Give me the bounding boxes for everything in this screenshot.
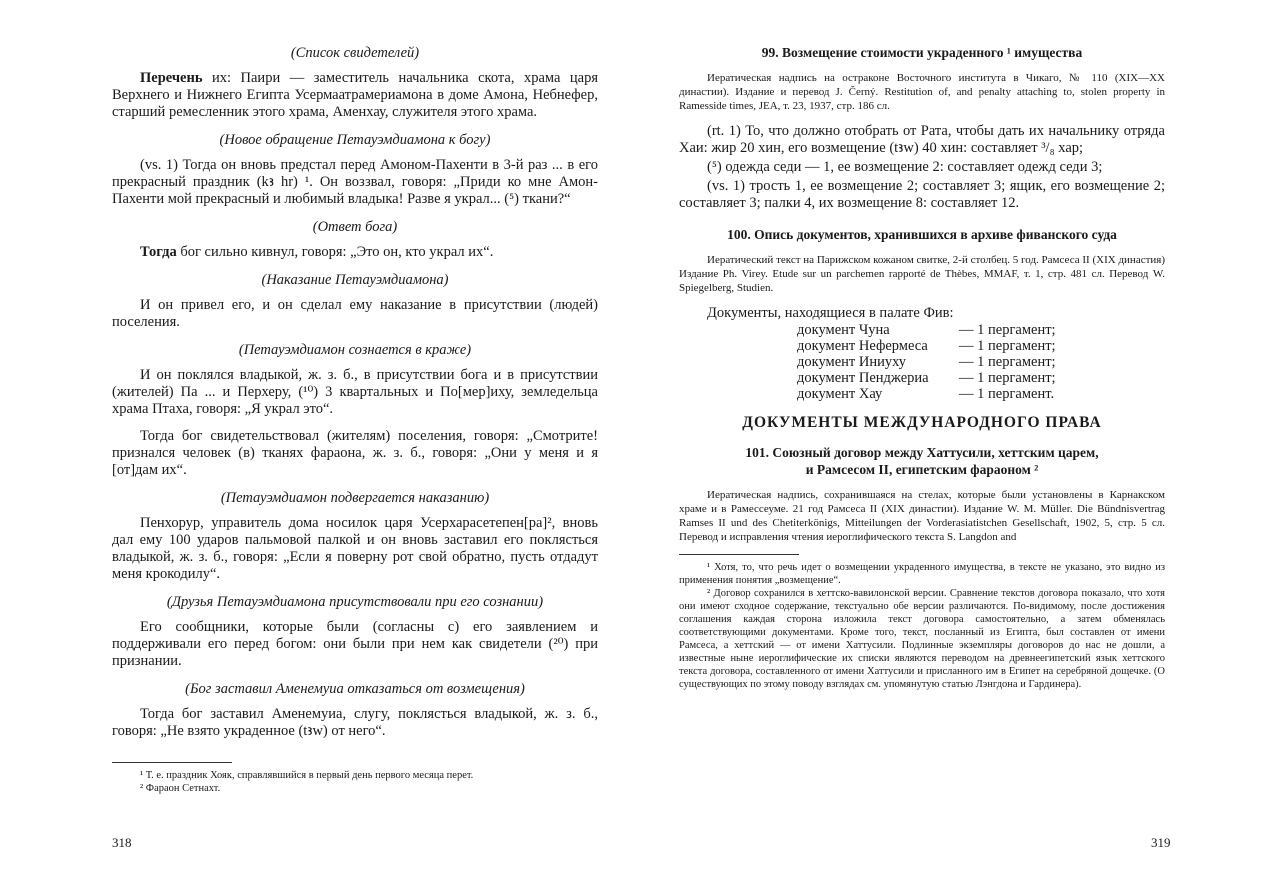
article-99-paragraph: (rt. 1) То, что должно отобрать от Рата, чтобы дать их начальнику отряда Хаи: жир 20 хин, его возмещение (tꜣw) 40 хин: составляет ³/₈ хар; [679, 123, 1165, 156]
article-100-title: 100. Опись документов, хранившихся в архиве фиванского суда [727, 227, 1117, 242]
section-subheading: (Новое обращение Петауэмдиамона к богу) [219, 132, 491, 148]
article-99-text [679, 123, 1165, 212]
section-subheading: (Петауэмдиамон подвергается наказанию) [220, 490, 490, 506]
document-list [679, 305, 1165, 402]
body-paragraph [112, 428, 598, 479]
article-100-source: Иератический текст на Парижском кожаном свитке, 2-й столбец. 5 год. Рамсеса II (XIX династия) Издание Ph. Virey. Etude sur un parchemen rapporté de Thèbes, MMAF, т. 1, стр. 481 сл. Перевод W. Spiegelberg, Studien. [679, 254, 1165, 294]
left-page [0, 0, 631, 893]
body-paragraph [112, 367, 598, 418]
document-name: документ Иниуху [797, 354, 907, 370]
paragraph-text: И он привел его, и он сделал ему наказание в присутствии (людей) поселения. [112, 297, 598, 330]
article-99-paragraph: (vs. 1) трость 1, ее возмещение 2; составляет 3; ящик, его возмещение 2; составляет 3; палки 4, их возмещение 8: составляет 12. [679, 178, 1165, 211]
bold-lead: Тогда [140, 244, 177, 260]
document-row [797, 338, 1165, 354]
paragraph-text: Его сообщники, которые были (согласны с) его заявлением и поддерживали его перед богом: они были при нем как свидетели (²⁰) при признании. [112, 619, 598, 669]
body-paragraph [112, 297, 598, 331]
document-name: документ Хау [797, 386, 883, 402]
document-name: документ Пенджериа [797, 370, 929, 386]
document-list-intro: Документы, находящиеся в палате Фив: [707, 305, 954, 321]
paragraph-text: И он поклялся владыкой, ж. з. б., в присутствии бога и в присутствии (жителей) Па ... и Перхеру, (¹⁰) 3 квартальных и По[мер]иху, земледельца храма Птаха, говоря: „Я украл это“. [112, 367, 598, 417]
footnote-rule-left [112, 762, 232, 763]
footnotes-right [679, 561, 1165, 691]
document-count: — 1 пергамент; [959, 370, 1056, 386]
bold-lead: Перечень [140, 70, 203, 86]
footnote: ¹ Т. е. праздник Хояк, справлявшийся в первый день первого месяца перет. [140, 770, 474, 781]
left-page-body [112, 44, 598, 795]
paragraph-text: (vs. 1) Тогда он вновь предстал перед Амоном-Пахенти в 3-й раз ... в его прекрасный праздник (kꜣ hr) ¹. Он воззвал, говоря: „Приди ко мне Амон-Пахенти мой прекрасный и любимый владыка! Разве я украл... (⁵) ткани?“ [112, 157, 598, 207]
article-101-title-line2: и Рамсесом II, египетским фараоном ² [805, 462, 1039, 477]
section-subheading: (Список свидетелей) [290, 45, 420, 61]
document-count: — 1 пергамент; [959, 338, 1056, 354]
paragraph-text: Тогда бог свидетельствовал (жителям) поселения, говоря: „Смотрите! признался человек (в) тканях фараона, ж. з. б., говоря: „Они у меня и я [от]дам их“. [112, 428, 598, 478]
body-paragraph [112, 515, 598, 583]
article-99-title: 99. Возмещение стоимости украденного ¹ имущества [761, 45, 1083, 60]
section-subheading: (Ответ бога) [312, 219, 398, 235]
article-99-source: Иератическая надпись на остраконе Восточного института в Чикаго, № 110 (XIX—XX династии). Издание и перевод J. Černý. Restitution of, and penalty attaching to, stolen property in Ramesside times, JEA, т. 23, 1937, стр. 186 сл. [679, 72, 1165, 112]
footnote: ¹ Хотя, то, что речь идет о возмещении украденного имущества, в тексте не указано, это видно из применения понятия „возмещение“. [679, 562, 1165, 586]
article-101-source: Иератическая надпись, сохранившаяся на стелах, которые были установлены в Карнакском храме и в Рамессеуме. 21 год Рамсеса II (XIX династии). Издание W. M. Müller. Die Bündnisvertrag Ramses II und des Chetiterkönigs, Mitteilungen der Vorderasiatistchen Gesellschaft, 1902, 5, стр. 5 сл. Перевод и исправления чтения иероглифического текста S. Langdon and [679, 489, 1165, 543]
document-name: документ Нефермеса [797, 338, 928, 354]
paragraph-text: бог сильно кивнул, говоря: „Это он, кто украл их“. [176, 244, 494, 260]
document-count: — 1 пергамент. [959, 386, 1055, 402]
section-subheading: (Петауэмдиамон сознается в краже) [238, 342, 472, 358]
document-count: — 1 пергамент; [959, 322, 1056, 338]
body-paragraph [112, 70, 598, 121]
body-paragraph [112, 706, 598, 740]
footnote: ² Договор сохранился в хеттско-вавилонской версии. Сравнение текстов договора показало, что хотя они имеют сходное содержание, текстуально обе версии различаются. По-видимому, после достижения соглашения каждая сторона изложила текст договора самостоятельно, а затем обменялась соответствующими документами. Кроме того, текст, посланный из Египта, был составлен от имени Рамсеса, а хеттский — от имени Хаттусили. Подлинные экземпляры договоров до нас не дошли, а известные ныне иероглифические их списки являются переводом на древнеегипетский язык хеттского текста договора, составленного от имени Хаттусили и присланного им в Египет на серебряной дощечке. (О существующих по этому поводу взглядах см. упомянутую статью Лэнгдона и Гардинера). [679, 588, 1165, 690]
document-row [797, 370, 1165, 386]
footnote-rule-right [679, 554, 799, 555]
body-paragraph [112, 157, 598, 208]
document-name: документ Чуна [797, 322, 890, 338]
paragraph-text: их: Паири — заместитель начальника скота, храма царя Верхнего и Нижнего Египта Усермаатрамериамона в доме Амона, Небнефер, старший ремесленник этого храма, Аменхау, служителя этого храма. [112, 70, 598, 120]
body-paragraph [112, 244, 598, 261]
document-row [797, 354, 1165, 370]
footnote: ² Фараон Сетнахт. [140, 783, 221, 794]
page-number-left: 318 [112, 835, 132, 850]
right-page [631, 0, 1263, 893]
right-page-body [679, 44, 1165, 691]
section-subheading: (Бог заставил Аменемуиа отказаться от возмещения) [185, 681, 525, 697]
document-count: — 1 пергамент; [959, 354, 1056, 370]
article-101-title-line1: 101. Союзный договор между Хаттусили, хеттским царем, [745, 445, 1099, 460]
page-number-right: 319 [1151, 835, 1171, 850]
paragraph-text: Пенхорур, управитель дома носилок царя Усерхарасетепен[ра]², вновь дал ему 100 ударов пальмовой палкой и он вновь заставил его поклясться владыкой, ж. з. б., говоря: „Если я поверну рот свой обратно, пусть отдадут меня крокодилу“. [112, 515, 598, 582]
section-subheading: (Наказание Петауэмдиамона) [261, 272, 449, 288]
document-row [797, 322, 1165, 338]
section-subheading: (Друзья Петауэмдиамона присутствовали при его сознании) [166, 594, 544, 610]
body-paragraph [112, 619, 598, 670]
section-title: ДОКУМЕНТЫ МЕЖДУНАРОДНОГО ПРАВА [742, 414, 1102, 431]
document-row [797, 386, 1165, 402]
article-99-paragraph: (⁵) одежда седи — 1, ее возмещение 2: составляет одежд седи 3; [707, 159, 1103, 175]
paragraph-text: Тогда бог заставил Аменемуиа, слугу, поклясться владыкой, ж. з. б., говоря: „Не взято украденное (tꜣw) от него“. [112, 706, 598, 739]
